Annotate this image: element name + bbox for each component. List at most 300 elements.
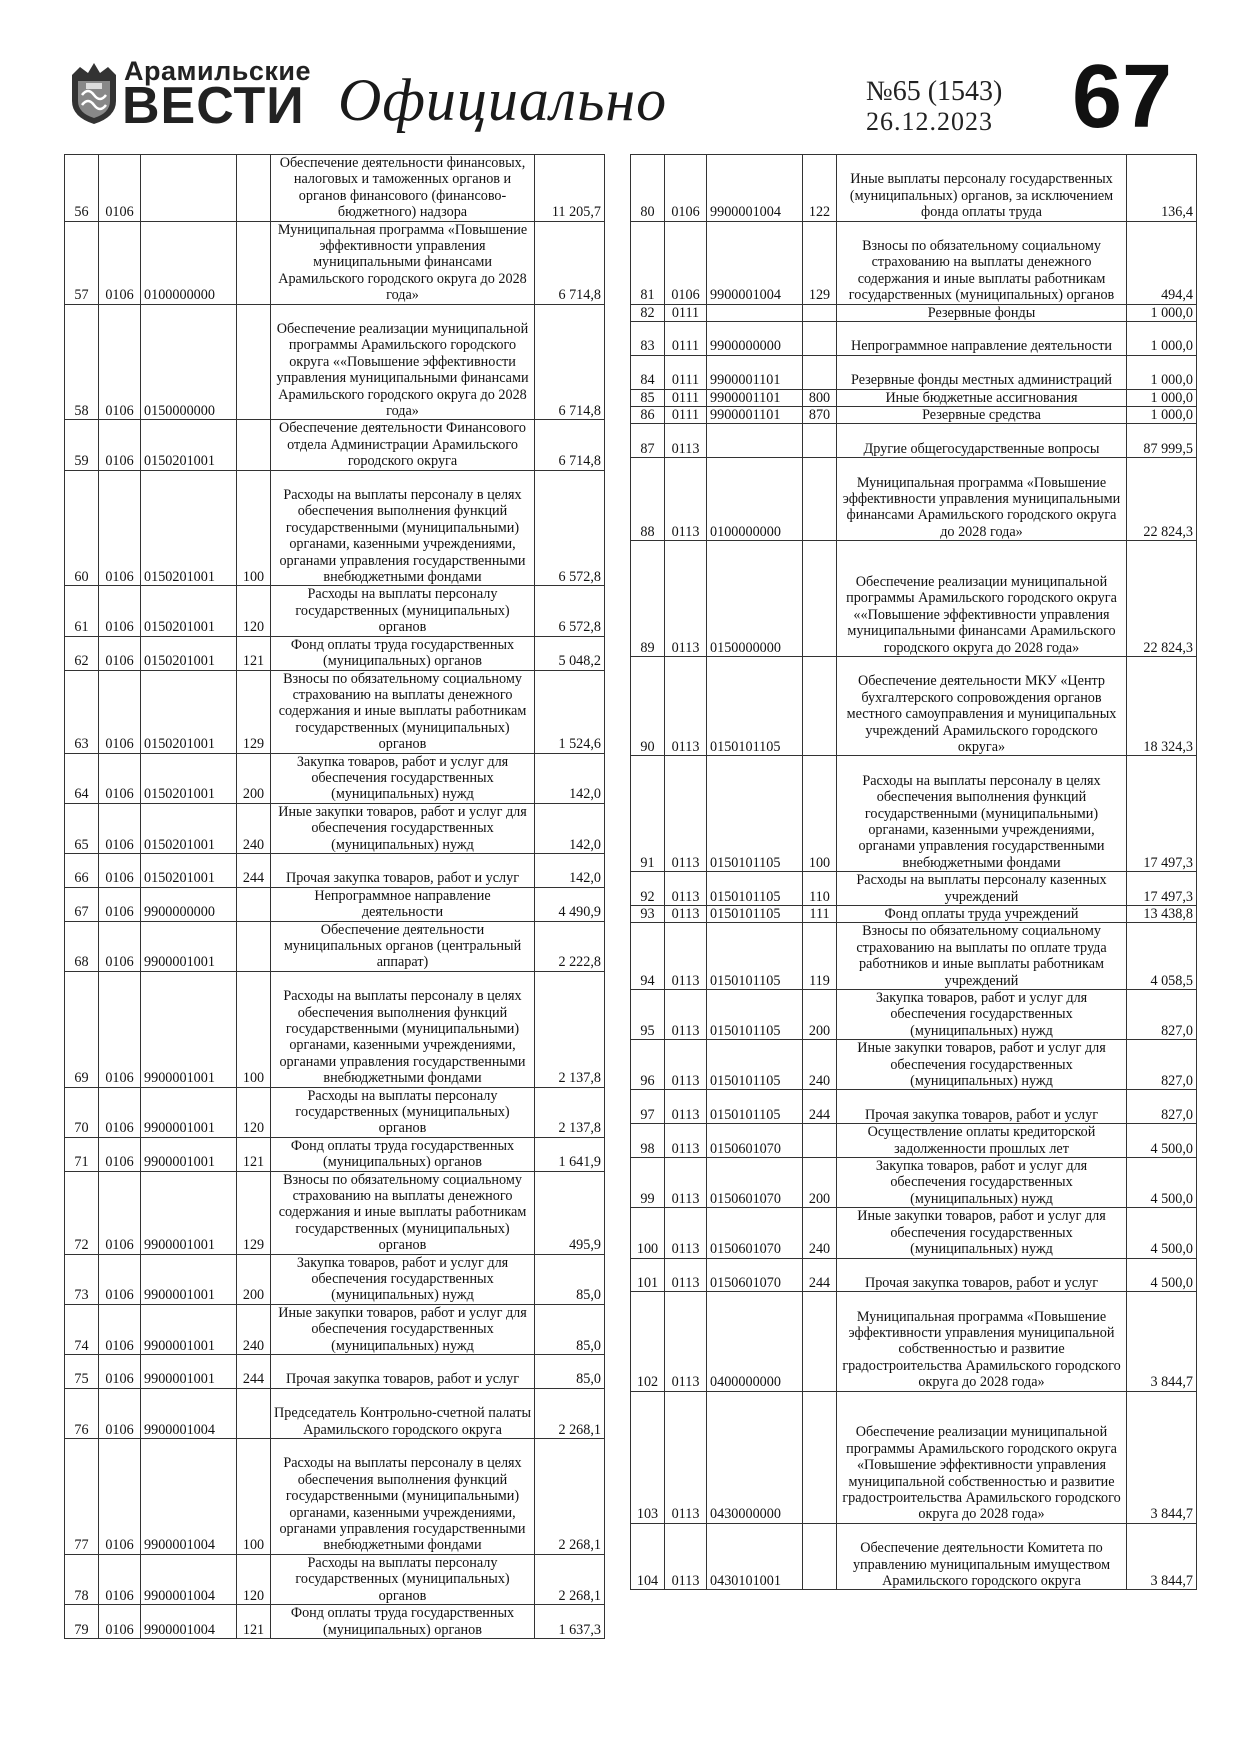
table-row bbox=[631, 1124, 1197, 1158]
amount: 4 490,9 bbox=[535, 887, 605, 921]
expense-type-code bbox=[803, 322, 837, 356]
expense-type-code bbox=[803, 1292, 837, 1391]
section-code: 0106 bbox=[99, 1439, 141, 1555]
target-article-code: 0150601070 bbox=[707, 1258, 803, 1292]
amount: 6 572,8 bbox=[535, 586, 605, 636]
row-number: 56 bbox=[65, 155, 99, 222]
section-code: 0106 bbox=[665, 221, 707, 304]
target-article-code: 0150101105 bbox=[707, 906, 803, 923]
section-code: 0106 bbox=[99, 470, 141, 586]
target-article-code: 0100000000 bbox=[707, 458, 803, 541]
expense-type-code bbox=[237, 887, 271, 921]
target-article-code: 0150101105 bbox=[707, 657, 803, 756]
target-article-code: 9900001001 bbox=[141, 1087, 237, 1137]
expense-name: Обеспечение деятельности финансовых, налоговых и таможенных органов и органов финансового (финансово-бюджетного) надзора bbox=[271, 155, 535, 222]
section-code: 0111 bbox=[665, 355, 707, 389]
expense-name: Взносы по обязательному социальному страхованию на выплаты денежного содержания и иные выплаты работникам государственных (муниципальных) органов bbox=[271, 1171, 535, 1254]
expense-name: Иные выплаты персоналу государственных (муниципальных) органов, за исключением фонда оплаты труда bbox=[837, 155, 1127, 222]
section-code: 0113 bbox=[665, 923, 707, 990]
expense-type-code: 244 bbox=[803, 1090, 837, 1124]
amount: 87 999,5 bbox=[1127, 424, 1197, 458]
amount: 5 048,2 bbox=[535, 636, 605, 670]
expense-type-code bbox=[803, 1523, 837, 1590]
amount: 1 000,0 bbox=[1127, 304, 1197, 321]
row-number: 62 bbox=[65, 636, 99, 670]
row-number: 91 bbox=[631, 756, 665, 872]
budget-table-left-wrap bbox=[64, 154, 605, 1639]
expense-name: Прочая закупка товаров, работ и услуг bbox=[837, 1258, 1127, 1292]
row-number: 83 bbox=[631, 322, 665, 356]
amount: 85,0 bbox=[535, 1254, 605, 1304]
row-number: 102 bbox=[631, 1292, 665, 1391]
table-row bbox=[631, 389, 1197, 406]
table-row bbox=[631, 458, 1197, 541]
row-number: 63 bbox=[65, 670, 99, 753]
table-row bbox=[65, 670, 605, 753]
table-row bbox=[631, 541, 1197, 657]
expense-type-code: 120 bbox=[237, 1554, 271, 1604]
row-number: 96 bbox=[631, 1040, 665, 1090]
amount: 2 268,1 bbox=[535, 1439, 605, 1555]
table-row bbox=[65, 1605, 605, 1639]
table-row bbox=[65, 1304, 605, 1354]
section-code: 0106 bbox=[99, 1137, 141, 1171]
expense-type-code bbox=[803, 541, 837, 657]
section-code: 0106 bbox=[99, 1087, 141, 1137]
target-article-code: 9900001101 bbox=[707, 389, 803, 406]
expense-type-code: 100 bbox=[237, 971, 271, 1087]
expense-name: Резервные фонды bbox=[837, 304, 1127, 321]
expense-type-code: 244 bbox=[237, 1355, 271, 1389]
table-row bbox=[65, 803, 605, 853]
target-article-code: 0150101105 bbox=[707, 872, 803, 906]
expense-name: Расходы на выплаты персоналу государственных (муниципальных) органов bbox=[271, 1554, 535, 1604]
row-number: 94 bbox=[631, 923, 665, 990]
table-row bbox=[65, 420, 605, 470]
section-code: 0113 bbox=[665, 1208, 707, 1258]
expense-name: Обеспечение реализации муниципальной программы Арамильского городского округа ««Повышение эффективности управления муниципальными финансами Арамильского городского округа до 2028 года» bbox=[271, 304, 535, 420]
row-number: 57 bbox=[65, 221, 99, 304]
target-article-code: 9900001004 bbox=[141, 1388, 237, 1438]
expense-name: Фонд оплаты труда государственных (муниципальных) органов bbox=[271, 1137, 535, 1171]
target-article-code: 9900001001 bbox=[141, 1304, 237, 1354]
target-article-code: 0150201001 bbox=[141, 803, 237, 853]
section-code: 0106 bbox=[99, 1171, 141, 1254]
section-code: 0106 bbox=[99, 1388, 141, 1438]
expense-type-code: 129 bbox=[237, 1171, 271, 1254]
row-number: 79 bbox=[65, 1605, 99, 1639]
expense-name: Закупка товаров, работ и услуг для обеспечения государственных (муниципальных) нужд bbox=[837, 990, 1127, 1040]
table-row bbox=[631, 923, 1197, 990]
amount: 3 844,7 bbox=[1127, 1292, 1197, 1391]
expense-name: Взносы по обязательному социальному страхованию на выплаты денежного содержания и иные выплаты работникам государственных (муниципальных) органов bbox=[271, 670, 535, 753]
expense-name: Осуществление оплаты кредиторской задолженности прошлых лет bbox=[837, 1124, 1127, 1158]
expense-type-code bbox=[803, 424, 837, 458]
row-number: 103 bbox=[631, 1391, 665, 1523]
target-article-code: 0150201001 bbox=[141, 753, 237, 803]
target-article-code: 9900001004 bbox=[141, 1439, 237, 1555]
amount: 495,9 bbox=[535, 1171, 605, 1254]
table-row bbox=[631, 906, 1197, 923]
issue-number: №65 (1543) bbox=[866, 76, 1003, 107]
row-number: 74 bbox=[65, 1304, 99, 1354]
expense-name: Фонд оплаты труда учреждений bbox=[837, 906, 1127, 923]
table-row bbox=[631, 221, 1197, 304]
section-code: 0106 bbox=[99, 636, 141, 670]
amount: 1 641,9 bbox=[535, 1137, 605, 1171]
coat-of-arms-icon bbox=[66, 61, 122, 125]
target-article-code: 0400000000 bbox=[707, 1292, 803, 1391]
row-number: 101 bbox=[631, 1258, 665, 1292]
expense-type-code: 870 bbox=[803, 407, 837, 424]
table-row bbox=[65, 971, 605, 1087]
amount: 1 000,0 bbox=[1127, 407, 1197, 424]
section-code: 0113 bbox=[665, 1124, 707, 1158]
table-row bbox=[631, 1523, 1197, 1590]
target-article-code: 9900001001 bbox=[141, 921, 237, 971]
expense-name: Закупка товаров, работ и услуг для обеспечения государственных (муниципальных) нужд bbox=[271, 1254, 535, 1304]
budget-table-left bbox=[64, 154, 605, 1639]
table-row bbox=[631, 872, 1197, 906]
amount: 2 222,8 bbox=[535, 921, 605, 971]
section-code: 0113 bbox=[665, 657, 707, 756]
table-row bbox=[631, 1208, 1197, 1258]
expense-name: Муниципальная программа «Повышение эффективности управления муниципальными финансами Арамильского городского округа до 2028 года» bbox=[271, 221, 535, 304]
expense-name: Другие общегосударственные вопросы bbox=[837, 424, 1127, 458]
table-row bbox=[631, 657, 1197, 756]
expense-type-code bbox=[237, 420, 271, 470]
section-code: 0106 bbox=[99, 1355, 141, 1389]
expense-name: Закупка товаров, работ и услуг для обеспечения государственных (муниципальных) нужд bbox=[837, 1158, 1127, 1208]
table-row bbox=[631, 1090, 1197, 1124]
target-article-code: 9900001004 bbox=[141, 1605, 237, 1639]
expense-name: Обеспечение деятельности Комитета по управлению муниципальным имуществом Арамильского городского округа bbox=[837, 1523, 1127, 1590]
row-number: 69 bbox=[65, 971, 99, 1087]
amount: 1 637,3 bbox=[535, 1605, 605, 1639]
section-code: 0113 bbox=[665, 1391, 707, 1523]
expense-type-code: 119 bbox=[803, 923, 837, 990]
amount: 827,0 bbox=[1127, 990, 1197, 1040]
expense-name: Резервные фонды местных администраций bbox=[837, 355, 1127, 389]
expense-type-code bbox=[237, 155, 271, 222]
amount: 1 524,6 bbox=[535, 670, 605, 753]
expense-name: Обеспечение деятельности МКУ «Центр бухгалтерского сопровождения органов местного самоуправления и муниципальных учреждений Арамильского городского округа» bbox=[837, 657, 1127, 756]
amount: 1 000,0 bbox=[1127, 355, 1197, 389]
target-article-code: 0150201001 bbox=[141, 853, 237, 887]
row-number: 84 bbox=[631, 355, 665, 389]
budget-table-right bbox=[630, 154, 1197, 1590]
expense-type-code: 100 bbox=[237, 1439, 271, 1555]
section-code: 0113 bbox=[665, 906, 707, 923]
table-row bbox=[631, 407, 1197, 424]
row-number: 85 bbox=[631, 389, 665, 406]
expense-name: Резервные средства bbox=[837, 407, 1127, 424]
amount: 2 137,8 bbox=[535, 1087, 605, 1137]
section-code: 0106 bbox=[99, 921, 141, 971]
budget-table-right-wrap bbox=[630, 154, 1197, 1590]
section-title: Официально bbox=[338, 67, 668, 133]
table-row bbox=[65, 1254, 605, 1304]
target-article-code: 0150601070 bbox=[707, 1208, 803, 1258]
page-number: 67 bbox=[1072, 47, 1173, 147]
amount: 827,0 bbox=[1127, 1090, 1197, 1124]
expense-type-code bbox=[237, 304, 271, 420]
row-number: 72 bbox=[65, 1171, 99, 1254]
row-number: 66 bbox=[65, 853, 99, 887]
table-row bbox=[631, 1040, 1197, 1090]
amount: 3 844,7 bbox=[1127, 1523, 1197, 1590]
section-code: 0106 bbox=[99, 155, 141, 222]
expense-type-code bbox=[237, 221, 271, 304]
amount: 136,4 bbox=[1127, 155, 1197, 222]
expense-name: Фонд оплаты труда государственных (муниципальных) органов bbox=[271, 636, 535, 670]
section-code: 0106 bbox=[99, 803, 141, 853]
expense-name: Председатель Контрольно-счетной палаты Арамильского городского округа bbox=[271, 1388, 535, 1438]
section-code: 0106 bbox=[99, 1554, 141, 1604]
row-number: 98 bbox=[631, 1124, 665, 1158]
expense-type-code: 240 bbox=[803, 1208, 837, 1258]
table-row bbox=[65, 304, 605, 420]
expense-name: Расходы на выплаты персоналу в целях обеспечения выполнения функций государственными (муниципальными) органами, казенными учреждениями, органами управления государственными внебюджетными фондами bbox=[837, 756, 1127, 872]
section-code: 0111 bbox=[665, 407, 707, 424]
row-number: 81 bbox=[631, 221, 665, 304]
expense-name: Закупка товаров, работ и услуг для обеспечения государственных (муниципальных) нужд bbox=[271, 753, 535, 803]
table-row bbox=[65, 470, 605, 586]
row-number: 58 bbox=[65, 304, 99, 420]
expense-type-code: 111 bbox=[803, 906, 837, 923]
expense-type-code bbox=[803, 1124, 837, 1158]
section-code: 0106 bbox=[665, 155, 707, 222]
target-article-code: 0430101001 bbox=[707, 1523, 803, 1590]
section-code: 0111 bbox=[665, 304, 707, 321]
expense-type-code: 240 bbox=[237, 803, 271, 853]
expense-type-code: 200 bbox=[803, 990, 837, 1040]
amount: 3 844,7 bbox=[1127, 1391, 1197, 1523]
target-article-code: 9900001004 bbox=[141, 1554, 237, 1604]
target-article-code: 0150201001 bbox=[141, 586, 237, 636]
table-row bbox=[631, 1391, 1197, 1523]
expense-name: Расходы на выплаты персоналу в целях обеспечения выполнения функций государственными (муниципальными) органами, казенными учреждениями, органами управления государственными внебюджетными фондами bbox=[271, 470, 535, 586]
section-code: 0106 bbox=[99, 221, 141, 304]
expense-name: Фонд оплаты труда государственных (муниципальных) органов bbox=[271, 1605, 535, 1639]
table-row bbox=[65, 155, 605, 222]
amount: 17 497,3 bbox=[1127, 872, 1197, 906]
row-number: 99 bbox=[631, 1158, 665, 1208]
expense-type-code: 121 bbox=[237, 636, 271, 670]
section-code: 0106 bbox=[99, 853, 141, 887]
expense-name: Муниципальная программа «Повышение эффективности управления муниципальной собственностью и развитие градостроительства Арамильского городского округа до 2028 года» bbox=[837, 1292, 1127, 1391]
target-article-code bbox=[707, 424, 803, 458]
row-number: 60 bbox=[65, 470, 99, 586]
table-row bbox=[631, 304, 1197, 321]
expense-type-code bbox=[803, 304, 837, 321]
amount: 4 500,0 bbox=[1127, 1124, 1197, 1158]
target-article-code bbox=[707, 304, 803, 321]
table-row bbox=[631, 990, 1197, 1040]
amount: 6 572,8 bbox=[535, 470, 605, 586]
target-article-code: 0150201001 bbox=[141, 670, 237, 753]
expense-type-code: 121 bbox=[237, 1137, 271, 1171]
amount: 4 500,0 bbox=[1127, 1208, 1197, 1258]
section-code: 0106 bbox=[99, 1605, 141, 1639]
row-number: 67 bbox=[65, 887, 99, 921]
expense-name: Прочая закупка товаров, работ и услуг bbox=[837, 1090, 1127, 1124]
row-number: 90 bbox=[631, 657, 665, 756]
section-code: 0113 bbox=[665, 1523, 707, 1590]
section-code: 0113 bbox=[665, 458, 707, 541]
expense-type-code: 122 bbox=[803, 155, 837, 222]
target-article-code: 0150101105 bbox=[707, 1040, 803, 1090]
expense-type-code: 120 bbox=[237, 1087, 271, 1137]
page-header bbox=[0, 0, 1241, 150]
table-row bbox=[65, 887, 605, 921]
row-number: 93 bbox=[631, 906, 665, 923]
target-article-code: 0150101105 bbox=[707, 1090, 803, 1124]
expense-name: Расходы на выплаты персоналу в целях обеспечения выполнения функций государственными (муниципальными) органами, казенными учреждениями, органами управления государственными внебюджетными фондами bbox=[271, 971, 535, 1087]
row-number: 82 bbox=[631, 304, 665, 321]
target-article-code: 0150101105 bbox=[707, 923, 803, 990]
target-article-code: 9900001101 bbox=[707, 407, 803, 424]
target-article-code: 0150201001 bbox=[141, 420, 237, 470]
target-article-code: 9900000000 bbox=[141, 887, 237, 921]
expense-name: Иные закупки товаров, работ и услуг для обеспечения государственных (муниципальных) нужд bbox=[837, 1208, 1127, 1258]
brand-top: Арамильские bbox=[124, 56, 311, 86]
expense-name: Обеспечение реализации муниципальной программы Арамильского городского округа «Повышение эффективности управления муниципальной собственностью и развитие градостроительства Арамильского городского округа до 2028 года» bbox=[837, 1391, 1127, 1523]
section-code: 0106 bbox=[99, 304, 141, 420]
row-number: 95 bbox=[631, 990, 665, 1040]
target-article-code: 0150101105 bbox=[707, 756, 803, 872]
expense-type-code: 129 bbox=[237, 670, 271, 753]
amount: 142,0 bbox=[535, 803, 605, 853]
table-row bbox=[65, 1554, 605, 1604]
target-article-code: 9900000000 bbox=[707, 322, 803, 356]
amount: 4 058,5 bbox=[1127, 923, 1197, 990]
expense-name: Иные бюджетные ассигнования bbox=[837, 389, 1127, 406]
expense-type-code bbox=[803, 1391, 837, 1523]
table-row bbox=[631, 756, 1197, 872]
expense-type-code: 120 bbox=[237, 586, 271, 636]
target-article-code: 0150000000 bbox=[707, 541, 803, 657]
expense-name: Обеспечение реализации муниципальной программы Арамильского городского округа ««Повышение эффективности управления муниципальными финансами Арамильского городского округа до 2028 года» bbox=[837, 541, 1127, 657]
expense-type-code: 240 bbox=[237, 1304, 271, 1354]
row-number: 89 bbox=[631, 541, 665, 657]
section-code: 0113 bbox=[665, 1040, 707, 1090]
section-code: 0111 bbox=[665, 322, 707, 356]
target-article-code: 9900001001 bbox=[141, 971, 237, 1087]
table-row bbox=[65, 636, 605, 670]
amount: 2 268,1 bbox=[535, 1554, 605, 1604]
section-code: 0113 bbox=[665, 990, 707, 1040]
target-article-code: 9900001001 bbox=[141, 1254, 237, 1304]
row-number: 65 bbox=[65, 803, 99, 853]
section-code: 0106 bbox=[99, 586, 141, 636]
amount: 2 268,1 bbox=[535, 1388, 605, 1438]
expense-type-code: 240 bbox=[803, 1040, 837, 1090]
section-code: 0106 bbox=[99, 971, 141, 1087]
table-row bbox=[65, 753, 605, 803]
expense-name: Иные закупки товаров, работ и услуг для обеспечения государственных (муниципальных) нужд bbox=[837, 1040, 1127, 1090]
section-code: 0111 bbox=[665, 389, 707, 406]
expense-name: Непрограммное направление деятельности bbox=[837, 322, 1127, 356]
section-code: 0113 bbox=[665, 1258, 707, 1292]
row-number: 75 bbox=[65, 1355, 99, 1389]
expense-name: Расходы на выплаты персоналу государственных (муниципальных) органов bbox=[271, 1087, 535, 1137]
table-row bbox=[65, 921, 605, 971]
table-row bbox=[631, 1292, 1197, 1391]
amount: 6 714,8 bbox=[535, 221, 605, 304]
table-row bbox=[65, 1171, 605, 1254]
table-row bbox=[65, 221, 605, 304]
section-code: 0113 bbox=[665, 756, 707, 872]
expense-type-code: 800 bbox=[803, 389, 837, 406]
row-number: 70 bbox=[65, 1087, 99, 1137]
expense-name: Прочая закупка товаров, работ и услуг bbox=[271, 853, 535, 887]
expense-name: Расходы на выплаты персоналу казенных учреждений bbox=[837, 872, 1127, 906]
expense-name: Муниципальная программа «Повышение эффективности управления муниципальными финансами Арамильского городского округа до 2028 года» bbox=[837, 458, 1127, 541]
row-number: 88 bbox=[631, 458, 665, 541]
section-code: 0106 bbox=[99, 1254, 141, 1304]
amount: 494,4 bbox=[1127, 221, 1197, 304]
target-article-code: 9900001001 bbox=[141, 1355, 237, 1389]
target-article-code: 9900001001 bbox=[141, 1137, 237, 1171]
target-article-code: 0150101105 bbox=[707, 990, 803, 1040]
expense-type-code: 121 bbox=[237, 1605, 271, 1639]
expense-type-code: 200 bbox=[237, 1254, 271, 1304]
section-code: 0113 bbox=[665, 872, 707, 906]
expense-type-code: 129 bbox=[803, 221, 837, 304]
row-number: 78 bbox=[65, 1554, 99, 1604]
expense-name: Иные закупки товаров, работ и услуг для обеспечения государственных (муниципальных) нужд bbox=[271, 803, 535, 853]
expense-type-code: 244 bbox=[237, 853, 271, 887]
amount: 4 500,0 bbox=[1127, 1258, 1197, 1292]
amount: 17 497,3 bbox=[1127, 756, 1197, 872]
table-row bbox=[65, 853, 605, 887]
section-code: 0106 bbox=[99, 420, 141, 470]
expense-name: Обеспечение деятельности муниципальных органов (центральный аппарат) bbox=[271, 921, 535, 971]
expense-type-code: 100 bbox=[803, 756, 837, 872]
target-article-code: 0150201001 bbox=[141, 470, 237, 586]
expense-type-code: 110 bbox=[803, 872, 837, 906]
expense-type-code: 200 bbox=[803, 1158, 837, 1208]
row-number: 64 bbox=[65, 753, 99, 803]
section-code: 0113 bbox=[665, 424, 707, 458]
table-row bbox=[631, 322, 1197, 356]
section-code: 0106 bbox=[99, 887, 141, 921]
table-row bbox=[631, 424, 1197, 458]
table-row bbox=[65, 1137, 605, 1171]
amount: 22 824,3 bbox=[1127, 458, 1197, 541]
expense-name: Обеспечение деятельности Финансового отдела Администрации Арамильского городского округа bbox=[271, 420, 535, 470]
amount: 6 714,8 bbox=[535, 304, 605, 420]
row-number: 71 bbox=[65, 1137, 99, 1171]
row-number: 80 bbox=[631, 155, 665, 222]
amount: 1 000,0 bbox=[1127, 389, 1197, 406]
expense-type-code: 244 bbox=[803, 1258, 837, 1292]
expense-name: Непрограммное направление деятельности bbox=[271, 887, 535, 921]
row-number: 77 bbox=[65, 1439, 99, 1555]
amount: 22 824,3 bbox=[1127, 541, 1197, 657]
row-number: 97 bbox=[631, 1090, 665, 1124]
expense-type-code bbox=[803, 657, 837, 756]
expense-type-code: 100 bbox=[237, 470, 271, 586]
row-number: 87 bbox=[631, 424, 665, 458]
amount: 827,0 bbox=[1127, 1040, 1197, 1090]
table-row bbox=[65, 1388, 605, 1438]
target-article-code: 0150601070 bbox=[707, 1124, 803, 1158]
target-article-code bbox=[141, 155, 237, 222]
amount: 142,0 bbox=[535, 853, 605, 887]
expense-type-code bbox=[803, 355, 837, 389]
